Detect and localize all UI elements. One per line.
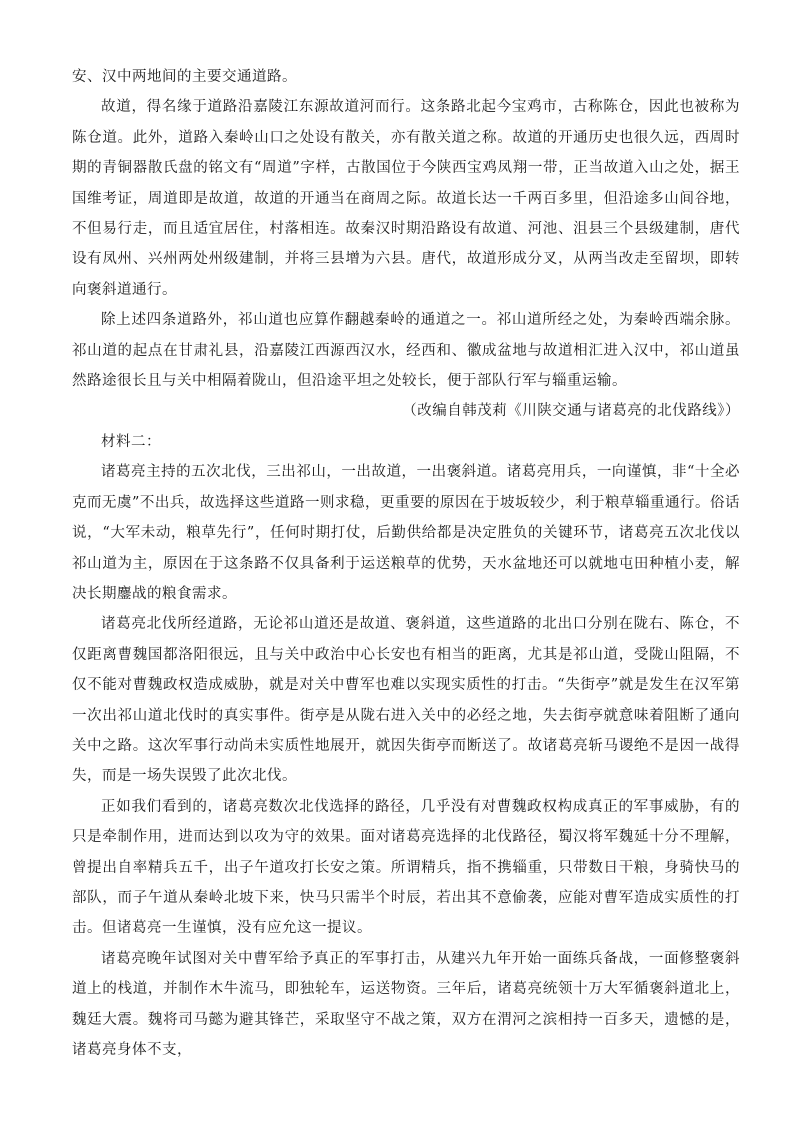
document-page <box>72 62 740 1065</box>
paragraph-final-campaign: 诸葛亮晚年试图对关中曹军给予真正的军事打击，从建兴九年开始一面练兵备战，一面修整褒斜道上的栈道，并制作木牛流马，即独轮车，运送物资。三年后，诸葛亮统领十万大军循褒斜道北上，魏廷大震。魏将司马懿为避其锋芒，采取坚守不战之策，双方在渭河之滨相持一百多天，遗憾的是，诸葛亮身体不支， <box>72 950 740 1058</box>
source-citation: （改编自韩茂莉《川陕交通与诸葛亮的北伐路线》） <box>402 403 740 420</box>
paragraph-qishandao: 除上述四条道路外，祁山道也应算作翻越秦岭的通道之一。祁山道所经之处，为秦岭西端余脉。祁山道的起点在甘肃礼县，沿嘉陵江西源西汉水，经西和、徽成盆地与故道相汇进入汉中，祁山道虽然路途很长且与关中相隔着陇山，但沿途平坦之处较长，便于部队行军与辎重运输。 <box>72 312 740 390</box>
paragraph-five-expeditions: 诸葛亮主持的五次北伐，三出祁山，一出故道，一出褒斜道。诸葛亮用兵，一向谨慎，非“十全必克而无虞”不出兵，故选择这些道路一则求稳，更重要的原因在于坡坂较少，利于粮草辎重通行。俗话说，“大军未动，粮草先行”，任何时期打仗，后勤供给都是决定胜负的关键环节，诸葛亮五次北伐以祁山道为主，原因在于这条路不仅具备利于运送粮草的优势，天水盆地还可以就地屯田种植小麦，解决长期鏖战的粮食需求。 <box>72 464 740 602</box>
paragraph-gudao: 故道，得名缘于道路沿嘉陵江东源故道河而行。这条路北起今宝鸡市，古称陈仓，因此也被称为陈仓道。此外，道路入秦岭山口之处设有散关，亦有散关道之称。故道的开通历史也很久远，西周时期的青铜器散氏盘的铭文有“周道”字样，古散国位于今陕西宝鸡凤翔一带，正当故道入山之处，据王国维考证，周道即是故道，故道的开通当在商周之际。故道长达一千两百多里，但沿途多山间谷地，不但易行走，而且适宜居住，村落相连。故秦汉时期沿路设有故道、河池、沮县三个县级建制，唐代设有凤州、兴州两处州级建制，并将三县增为六县。唐代，故道形成分叉，从两当改走至留坝，即转向褒斜道通行。 <box>72 99 740 298</box>
paragraph-wei-yan-proposal: 正如我们看到的，诸葛亮数次北伐选择的路径，几乎没有对曹魏政权构成真正的军事威胁，有的只是牵制作用，进而达到以攻为守的效果。面对诸葛亮选择的北伐路径，蜀汉将军魏延十分不理解，曾提出自率精兵五千，出子午道攻打长安之策。所谓精兵，指不携辎重，只带数日干粮，身骑快马的部队，而子午道从秦岭北坡下来，快马只需半个时辰，若出其不意偷袭，应能对曹军造成实质性的打击。但诸葛亮一生谨慎，没有应允这一提议。 <box>72 798 740 937</box>
paragraph-continuation: 安、汉中两地间的主要交通道路。 <box>72 69 297 85</box>
paragraph-routes-analysis: 诸葛亮北伐所经道路，无论祁山道还是故道、褒斜道，这些道路的北出口分别在陇右、陈仓，不仅距离曹魏国都洛阳很远，且与关中政治中心长安也有相当的距离，尤其是祁山道，受陇山阻隔，不仅不能对曹魏政权造成威胁，就是对关中曹军也难以实现实质性的打击。“失街亭”就是发生在汉军第一次出祁山道北伐时的真实事件。街亭是从陇右进入关中的必经之地，失去街亭就意味着阻断了通向关中之路。这次军事行动尚未实质性地展开，就因失街亭而断送了。故诸葛亮斩马谡绝不是因一战得失，而是一场失误毁了此次北伐。 <box>72 616 740 785</box>
material-two-label: 材料二： <box>101 433 161 450</box>
